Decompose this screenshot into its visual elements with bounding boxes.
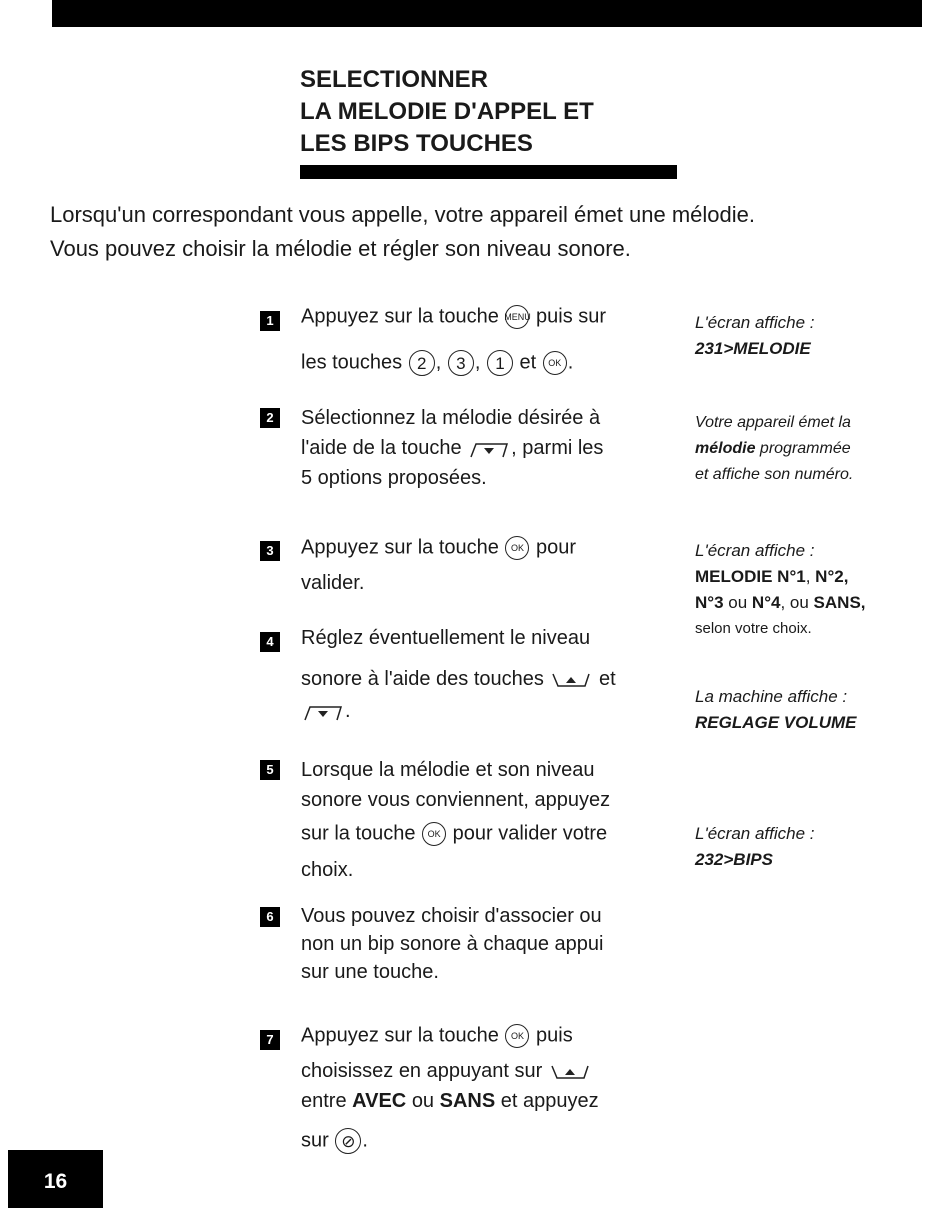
step-6-text: Vous pouvez choisir d'associer ou non un bip sonore à chaque appui sur une touche.	[301, 905, 604, 983]
step-4-line-2: sonore à l'aide des touches et	[301, 668, 616, 690]
step-7-line-3: entre AVEC ou SANS et appuyez	[301, 1090, 599, 1112]
ok-key-icon: OK	[505, 1024, 529, 1048]
step-5-line-4: choix.	[301, 859, 354, 881]
down-arrow-key-icon	[469, 440, 509, 458]
ok-key-icon: OK	[543, 351, 567, 375]
side-note-3: L'écran affiche : MELODIE N°1, N°2, N°3 ou N°4, ou SANS, selon votre choix.	[695, 541, 866, 637]
step-7-line-1: Appuyez sur la touche OK puis	[301, 1024, 573, 1047]
key-3-icon: 3	[448, 350, 474, 376]
step-number-4: 4	[260, 632, 280, 652]
step-4-line-1: Réglez éventuellement le niveau	[301, 627, 591, 649]
step-7-line-4: sur ⊘ .	[301, 1128, 368, 1154]
intro-paragraph: Lorsqu'un correspondant vous appelle, votre appareil émet une mélodie. Vous pouvez choisir la mélodie et régler son niveau sonore.	[50, 202, 755, 261]
step-number-6: 6	[260, 907, 280, 927]
step-5-line-3: sur la touche OK pour valider votre	[301, 822, 608, 845]
up-arrow-key-icon	[550, 1063, 590, 1081]
page-number: 16	[8, 1150, 103, 1208]
step-3-line-1: Appuyez sur la touche OK pour	[301, 536, 577, 559]
menu-key-icon: MENU	[505, 305, 529, 329]
page-title: SELECTIONNER LA MELODIE D'APPEL ET LES BIPS TOUCHES	[300, 66, 594, 157]
key-1-icon: 1	[487, 350, 513, 376]
ok-key-icon: OK	[505, 536, 529, 560]
step-1-line-1: Appuyez sur la touche MENU puis sur	[301, 305, 607, 328]
stop-key-icon: ⊘	[335, 1128, 361, 1154]
step-4-line-3: .	[301, 700, 351, 723]
step-1-line-2: les touches 2 , 3 , 1 et OK .	[301, 350, 573, 376]
step-number-3: 3	[260, 541, 280, 561]
step-number-2: 2	[260, 408, 280, 428]
side-note-5: L'écran affiche : 232>BIPS	[695, 824, 815, 869]
step-5-text: Lorsque la mélodie et son niveau sonore vous conviennent, appuyez	[301, 759, 611, 811]
side-note-2: Votre appareil émet la mélodie programmée et affiche son numéro.	[695, 414, 854, 483]
side-note-1: L'écran affiche : 231>MELODIE	[695, 313, 815, 358]
header-bar	[52, 0, 922, 27]
key-2-icon: 2	[409, 350, 435, 376]
step-2-text: Sélectionnez la mélodie désirée à l'aide de la touche , parmi les 5 options proposées.	[301, 407, 604, 489]
side-note-4: La machine affiche : REGLAGE VOLUME	[695, 687, 857, 732]
ok-key-icon: OK	[422, 822, 446, 846]
step-number-1: 1	[260, 311, 280, 331]
step-3-line-2: valider.	[301, 572, 365, 594]
up-arrow-key-icon	[551, 671, 591, 689]
step-7-line-2: choisissez en appuyant sur	[301, 1060, 592, 1083]
step-number-7: 7	[260, 1030, 280, 1050]
step-number-5: 5	[260, 760, 280, 780]
down-arrow-key-icon	[303, 703, 343, 721]
title-underline	[300, 165, 677, 179]
